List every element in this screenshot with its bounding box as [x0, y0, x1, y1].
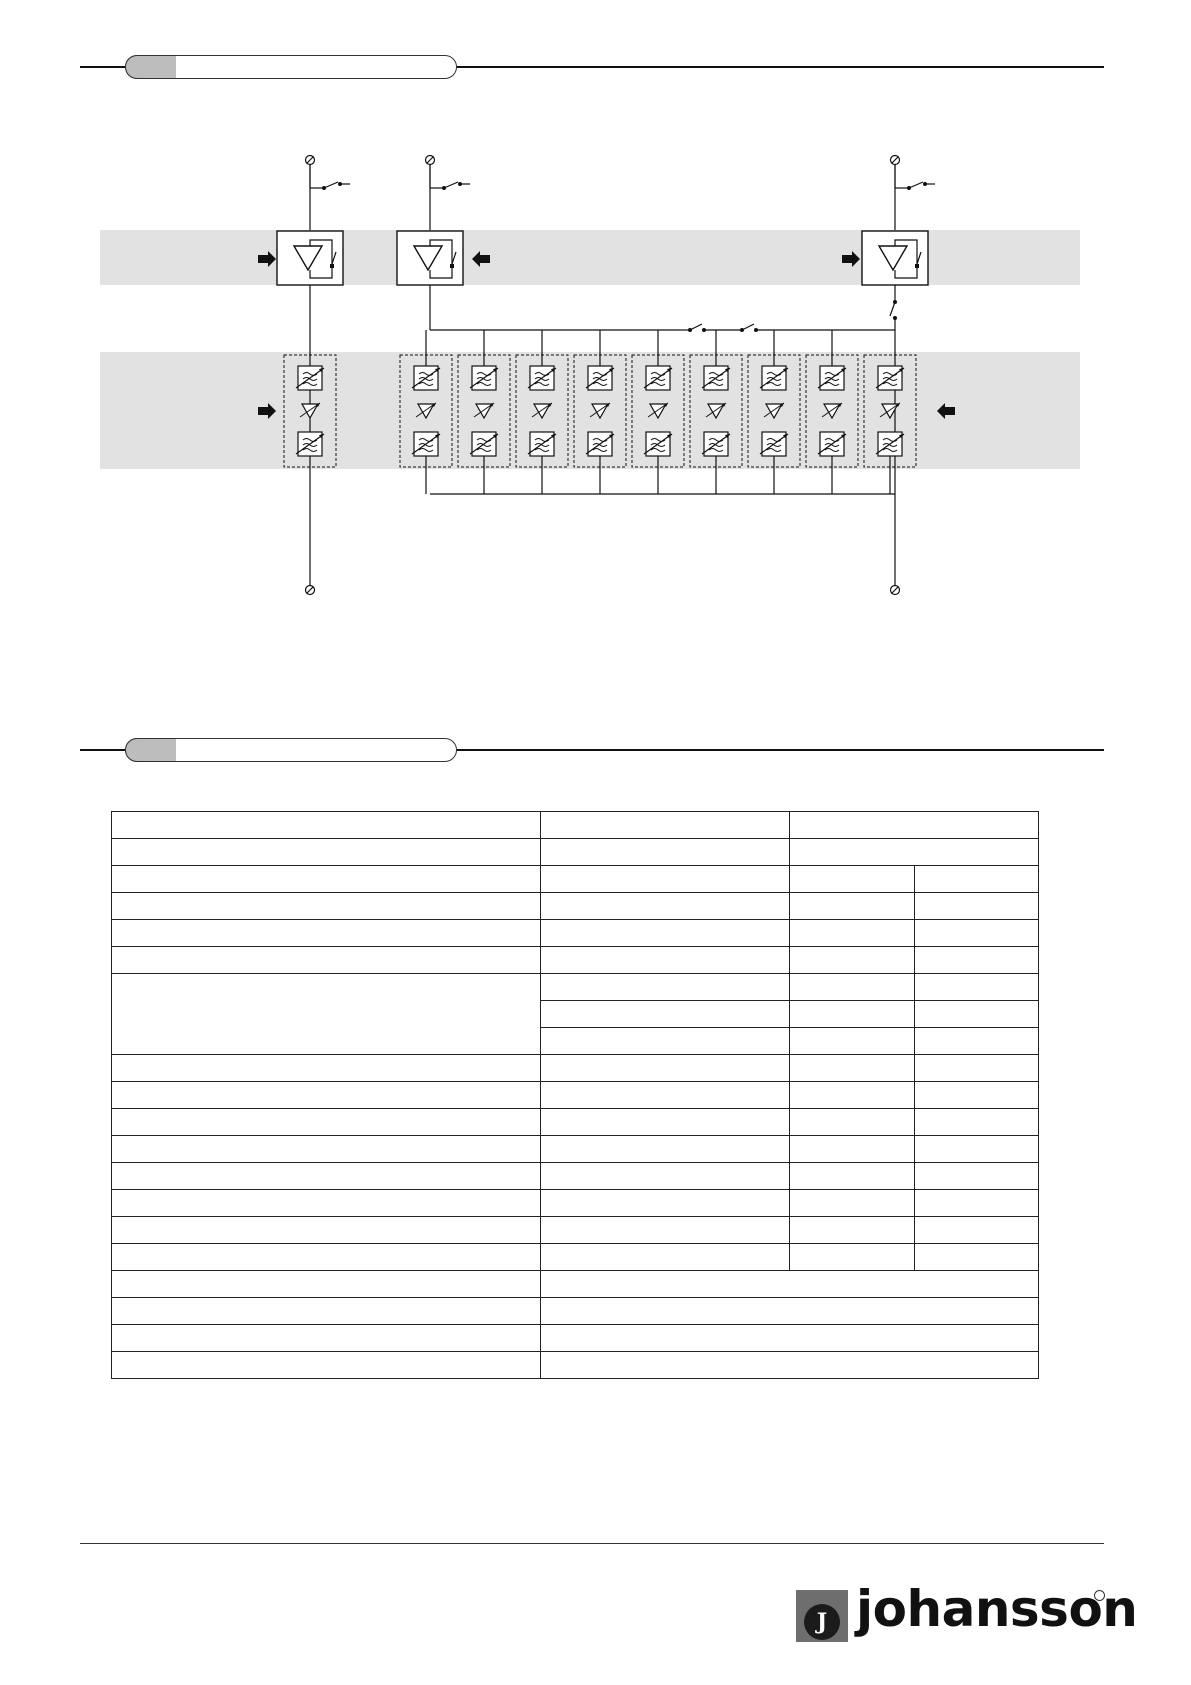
table-row [112, 893, 1039, 920]
table-cell [790, 1163, 914, 1190]
table-cell [112, 920, 541, 947]
filter-icon [760, 366, 788, 390]
table-cell [790, 1001, 914, 1028]
filter-icon [528, 432, 556, 456]
table-cell [790, 1136, 914, 1163]
table-row [112, 1109, 1039, 1136]
input-connector-3 [891, 156, 936, 191]
table-cell [112, 1352, 541, 1379]
table-cell [914, 974, 1038, 1001]
table-cell [112, 812, 541, 839]
block-diagram [100, 150, 1080, 600]
johansson-logo [796, 1580, 1138, 1644]
logo-letter: J [804, 1604, 840, 1640]
table-cell [541, 974, 790, 1001]
table-cell [541, 1082, 790, 1109]
table-cell [112, 1136, 541, 1163]
table-cell [541, 839, 790, 866]
table-cell [790, 812, 1039, 839]
table-cell [790, 866, 914, 893]
table-row [112, 839, 1039, 866]
table-cell [541, 1352, 1039, 1379]
table-cell [112, 1055, 541, 1082]
table-cell [914, 920, 1038, 947]
table-cell [112, 1271, 541, 1298]
section-header-diagram [80, 52, 1104, 82]
output-connector-1 [306, 586, 315, 595]
amplifier-block-3 [862, 231, 928, 285]
registered-mark-icon [1094, 1590, 1105, 1601]
amplifier-band [100, 230, 1080, 285]
table-cell [914, 947, 1038, 974]
filter-icon [818, 432, 846, 456]
spec-table [111, 811, 1039, 1379]
table-row [112, 812, 1039, 839]
filter-icon [818, 366, 846, 390]
table-cell [790, 1109, 914, 1136]
table-row [112, 1082, 1039, 1109]
table-row [112, 974, 1039, 1001]
table-cell [112, 1217, 541, 1244]
table-cell [914, 1190, 1038, 1217]
table-row [112, 1163, 1039, 1190]
table-cell [541, 1055, 790, 1082]
input-connector-2 [426, 156, 471, 191]
table-row [112, 1055, 1039, 1082]
table-cell [112, 893, 541, 920]
table-cell [790, 1217, 914, 1244]
filter-icon [586, 432, 614, 456]
filter-icon [470, 366, 498, 390]
table-cell [914, 1082, 1038, 1109]
filter-icon [702, 432, 730, 456]
table-row [112, 1136, 1039, 1163]
table-cell [914, 1028, 1038, 1055]
table-cell [112, 1190, 541, 1217]
amplifier-block-1 [277, 231, 343, 285]
table-cell [541, 1136, 790, 1163]
input-connector-1 [306, 156, 351, 191]
table-cell [541, 866, 790, 893]
table-cell [914, 1163, 1038, 1190]
table-cell [541, 893, 790, 920]
filter-icon [876, 432, 904, 456]
table-cell [914, 893, 1038, 920]
filter-icon [412, 366, 440, 390]
logo-wordmark: johansson [856, 1580, 1138, 1638]
table-cell [914, 1055, 1038, 1082]
header-pill-tab [125, 738, 176, 762]
table-cell [112, 1082, 541, 1109]
table-row [112, 1352, 1039, 1379]
table-row [112, 866, 1039, 893]
table-cell [541, 1109, 790, 1136]
table-cell [914, 1001, 1038, 1028]
table-cell [541, 947, 790, 974]
table-cell [541, 1190, 790, 1217]
table-cell [914, 1136, 1038, 1163]
table-cell [541, 1271, 1039, 1298]
table-cell [112, 1244, 541, 1271]
table-cell [541, 1163, 790, 1190]
table-cell [112, 866, 541, 893]
header-pill-tab [125, 55, 176, 79]
table-cell [112, 974, 541, 1055]
filter-icon [528, 366, 556, 390]
table-cell [790, 1055, 914, 1082]
filter-icon [644, 432, 672, 456]
table-cell [790, 974, 914, 1001]
filter-icon [412, 432, 440, 456]
table-cell [112, 1325, 541, 1352]
table-cell [112, 1298, 541, 1325]
table-row [112, 1217, 1039, 1244]
table-cell [790, 920, 914, 947]
filter-icon [644, 366, 672, 390]
table-row [112, 947, 1039, 974]
table-row [112, 1190, 1039, 1217]
table-row [112, 1244, 1039, 1271]
table-row [112, 1271, 1039, 1298]
logo-mark [796, 1590, 848, 1642]
table-cell [914, 1217, 1038, 1244]
footer-rule [80, 1543, 1104, 1544]
table-cell [790, 947, 914, 974]
table-cell [541, 1325, 1039, 1352]
table-cell [790, 1082, 914, 1109]
table-cell [914, 866, 1038, 893]
filter-icon [586, 366, 614, 390]
table-cell [790, 1244, 914, 1271]
output-connector-2 [891, 586, 900, 595]
table-cell [541, 1001, 790, 1028]
filter-icon [760, 432, 788, 456]
table-cell [541, 1217, 790, 1244]
filter-icon [702, 366, 730, 390]
table-row [112, 920, 1039, 947]
table-cell [790, 1028, 914, 1055]
table-cell [112, 1109, 541, 1136]
table-cell [112, 947, 541, 974]
block-diagram-svg [100, 150, 1080, 600]
table-cell [541, 1244, 790, 1271]
filter-icon [876, 366, 904, 390]
table-cell [914, 1109, 1038, 1136]
table-cell [914, 1244, 1038, 1271]
table-cell [790, 893, 914, 920]
table-cell [790, 839, 1039, 866]
amplifier-block-2 [397, 231, 463, 285]
table-cell [541, 920, 790, 947]
table-cell [112, 1163, 541, 1190]
table-cell [790, 1190, 914, 1217]
table-cell [541, 1028, 790, 1055]
table-row [112, 1325, 1039, 1352]
section-header-specs [80, 735, 1104, 765]
table-cell [112, 839, 541, 866]
table-row [112, 1298, 1039, 1325]
filter-icon [470, 432, 498, 456]
table-cell [541, 812, 790, 839]
table-cell [541, 1298, 1039, 1325]
